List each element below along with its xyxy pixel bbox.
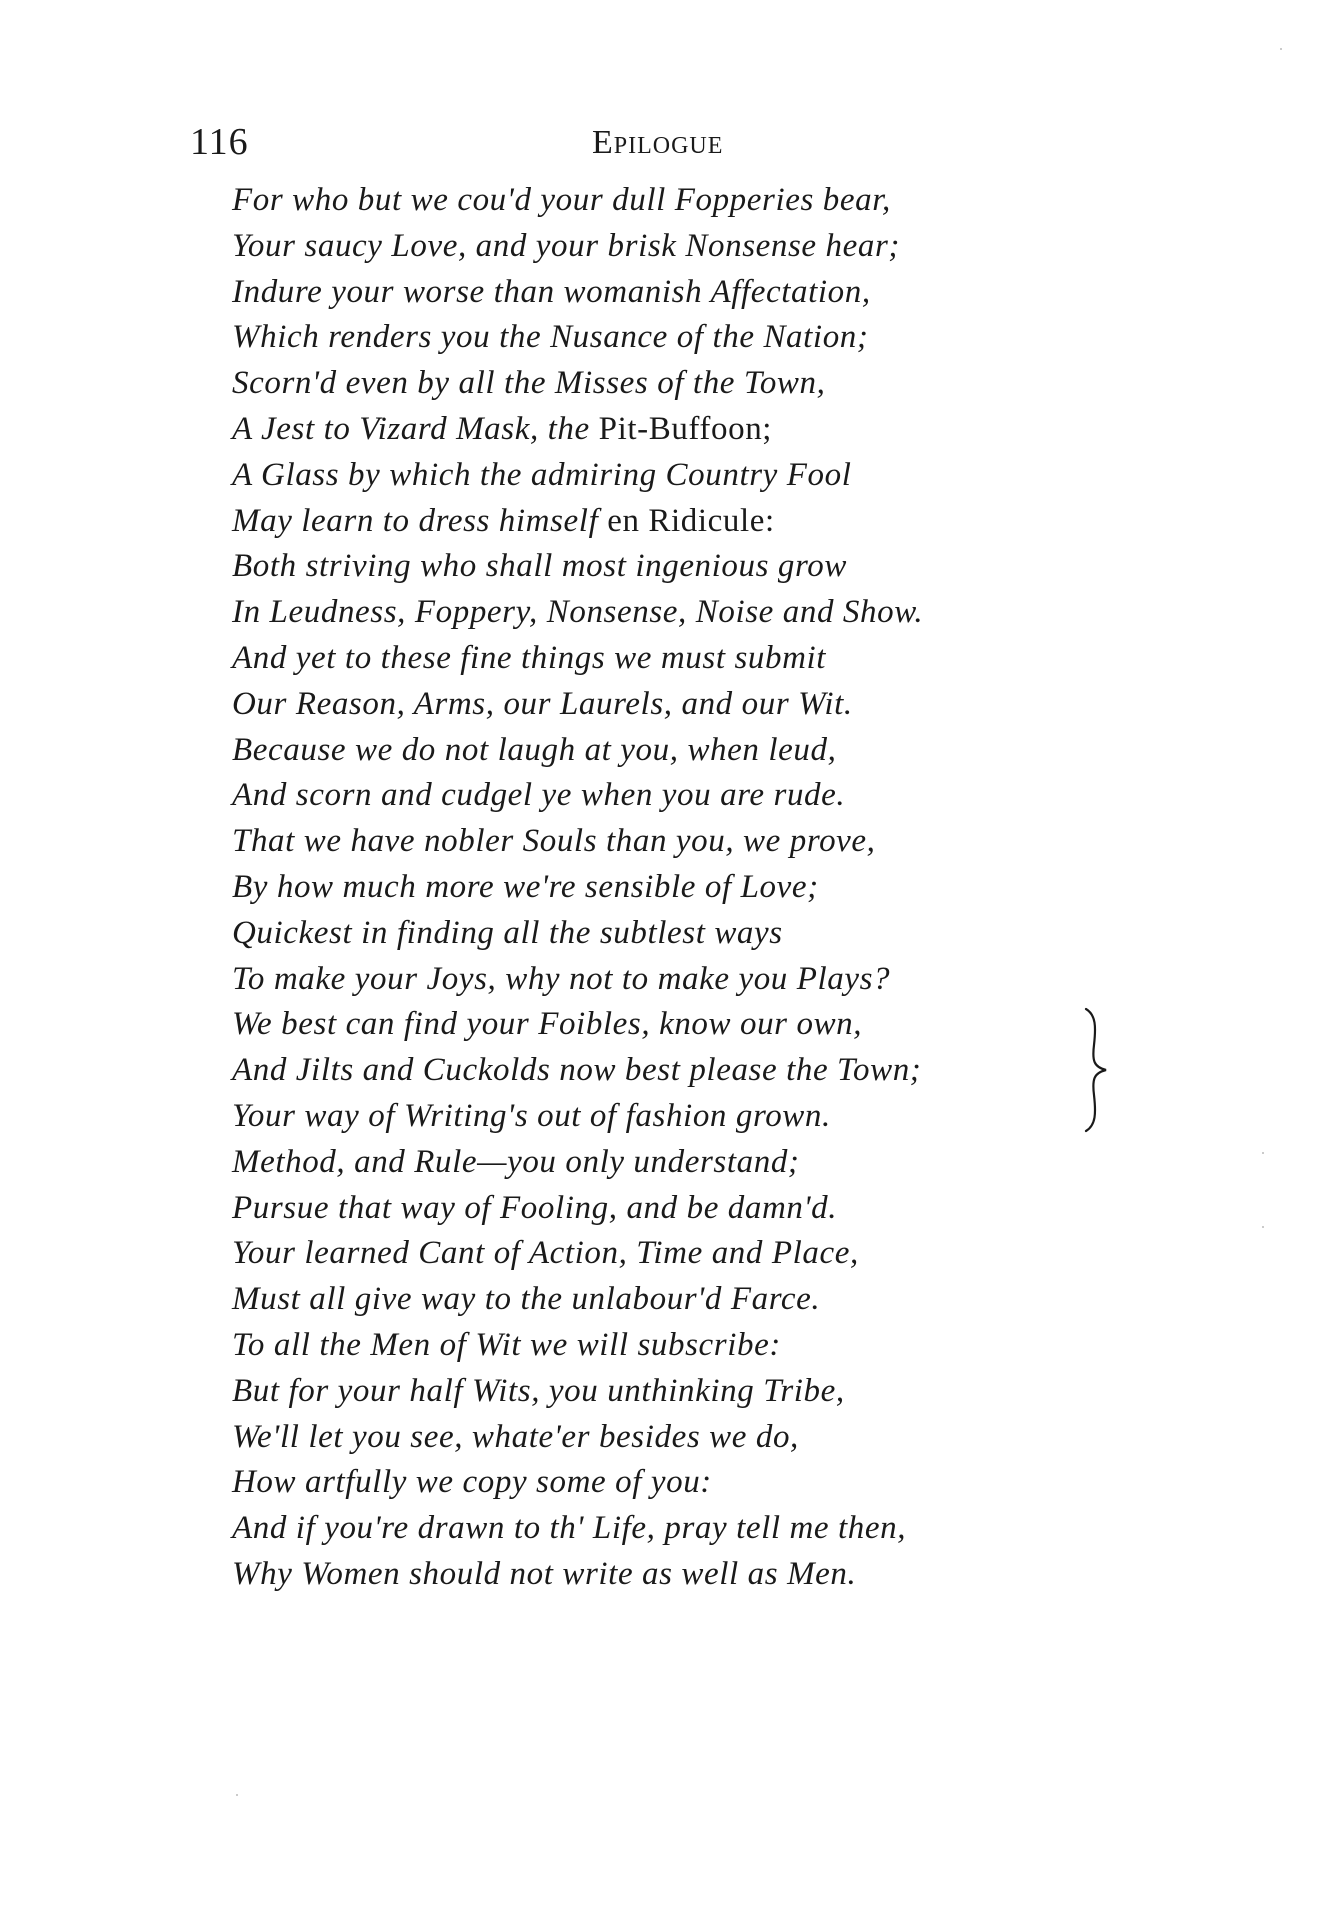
page-number: 116 [190, 121, 249, 163]
triplet-brace [1080, 1005, 1120, 1135]
verse-line: Must all give way to the unlabour'd Farce. [232, 1281, 821, 1318]
verse-line: Your saucy Love, and your brisk Nonsense hear; [232, 227, 901, 264]
verse-line: Method, and Rule—you only understand; [232, 1143, 800, 1180]
verse-line-mixed [232, 499, 1112, 545]
verse-line: And Jilts and Cuckolds now best please the Town; [232, 1052, 922, 1089]
verse-line: Why Women should not write as well as Men. [232, 1555, 857, 1592]
verse-line-mixed [232, 407, 1112, 453]
verse-line: For who but we cou'd your dull Fopperies bear, [232, 182, 891, 218]
verse-line: Our Reason, Arms, our Laurels, and our Wit. [232, 685, 853, 722]
page-speck [1280, 48, 1282, 50]
verse-line: That we have nobler Souls than you, we prove, [232, 823, 876, 860]
verse-line: Pursue that way of Fooling, and be damn'd. [232, 1189, 838, 1226]
verse-line: Because we do not laugh at you, when leud, [232, 731, 837, 768]
verse-line: To make your Joys, why not to make you Plays? [232, 960, 891, 997]
verse-line: How artfully we copy some of you: [232, 1464, 712, 1501]
running-head: Epilogue [592, 124, 724, 161]
verse-line: By how much more we're sensible of Love; [232, 868, 819, 905]
verse-line: And scorn and cudgel ye when you are rude. [232, 777, 846, 814]
verse-line: We best can find your Foibles, know our own, [232, 1006, 863, 1043]
verse-line: Your way of Writing's out of fashion grown. [232, 1097, 831, 1134]
verse-line: To all the Men of Wit we will subscribe: [232, 1326, 781, 1363]
verse-line: A Glass by which the admiring Country Fool [232, 456, 852, 493]
verse-line: We'll let you see, whate'er besides we do, [232, 1418, 799, 1455]
verse-text-italic: A Jest to Vizard Mask, the [232, 410, 599, 447]
page-speck [236, 1794, 238, 1796]
poem [232, 178, 1112, 1598]
verse-line: Scorn'd even by all the Misses of the Town, [232, 365, 826, 402]
verse-text-roman: Pit-Buffoon; [598, 410, 773, 447]
verse-line: Indure your worse than womanish Affectation, [232, 273, 871, 310]
verse-line: And if you're drawn to th' Life, pray tell me then, [232, 1510, 907, 1547]
verse-line: And yet to these fine things we must submit [232, 639, 827, 676]
page-speck [1262, 1152, 1264, 1154]
verse-line: But for your half Wits, you unthinking Tribe, [232, 1372, 845, 1409]
verse-line: Which renders you the Nusance of the Nation; [232, 319, 869, 356]
verse-text-roman: en Ridicule: [607, 502, 775, 539]
page-speck [1262, 1226, 1264, 1228]
verse-line: Quickest in finding all the subtlest ways [232, 914, 783, 951]
verse-text-italic: May learn to dress himself [232, 502, 608, 539]
page-header [190, 120, 750, 168]
verse-line: In Leudness, Foppery, Nonsense, Noise and Show. [232, 594, 924, 631]
verse-line: Your learned Cant of Action, Time and Place, [232, 1235, 859, 1272]
verse-line: Both striving who shall most ingenious grow [232, 548, 847, 585]
